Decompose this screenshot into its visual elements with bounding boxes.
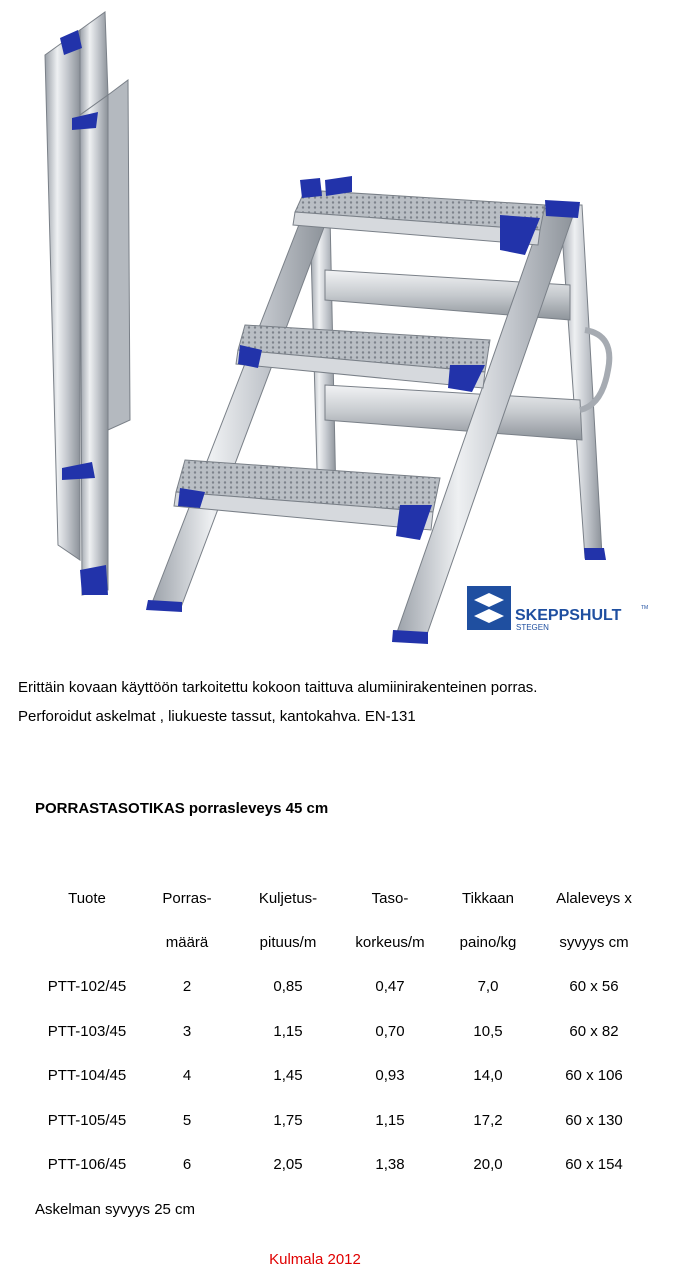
spec-table-body: [28, 876, 644, 1187]
logo-tm-text: TM: [641, 605, 649, 611]
table-cell: määrä: [165, 934, 209, 952]
table-cell: 20,0: [473, 1156, 503, 1174]
section-title: PORRASTASOTIKAS porrasleveys 45 cm: [35, 800, 329, 817]
table-cell: PTT-105/45: [47, 1111, 127, 1129]
table-cell: 60 x 56: [569, 978, 619, 996]
table-cell: 17,2: [473, 1111, 503, 1129]
description-line-1: Erittäin kovaan käyttöön tarkoitettu kokoon taittuva alumiinirakenteinen porras.: [18, 679, 538, 696]
step-ladder: [146, 176, 609, 644]
table-cell: paino/kg: [459, 934, 517, 952]
table-cell: 0,93: [375, 1067, 405, 1085]
table-cell: Alaleveys x: [556, 889, 632, 907]
table-cell: 6: [182, 1156, 192, 1174]
table-cell: 4: [182, 1067, 192, 1085]
table-cell: 60 x 154: [565, 1156, 623, 1174]
table-cell: 3: [182, 1022, 192, 1040]
table-cell: 1,15: [273, 1022, 303, 1040]
table-cell: 14,0: [473, 1067, 503, 1085]
table-row: [28, 1098, 644, 1142]
table-cell: Porras-: [162, 889, 212, 907]
table-cell: PTT-106/45: [47, 1156, 127, 1174]
table-cell: PTT-102/45: [47, 978, 127, 996]
table-cell: PTT-103/45: [47, 1022, 127, 1040]
table-cell: pituus/m: [259, 934, 317, 952]
table-cell: 5: [182, 1111, 192, 1129]
logo-mark-icon: [467, 586, 511, 630]
spec-table: [28, 876, 644, 1187]
table-row: [28, 1054, 644, 1098]
table-cell: 10,5: [473, 1022, 503, 1040]
table-row: [28, 1142, 644, 1186]
table-cell: 1,15: [375, 1111, 405, 1129]
table-cell: 1,45: [273, 1067, 303, 1085]
table-row: [28, 1009, 644, 1053]
table-cell: 0,47: [375, 978, 405, 996]
credit: Kulmala 2012: [269, 1251, 361, 1268]
table-cell: 2,05: [273, 1156, 303, 1174]
table-cell: [28, 920, 146, 964]
table-row: [28, 965, 644, 1009]
table-cell: Tuote: [68, 889, 106, 907]
folded-ladder: [45, 12, 130, 595]
table-cell: 60 x 82: [569, 1022, 619, 1040]
table-cell: 7,0: [477, 978, 499, 996]
table-cell: PTT-104/45: [47, 1067, 127, 1085]
table-header-row: [28, 876, 644, 920]
table-cell: 60 x 130: [565, 1111, 623, 1129]
table-cell: 0,70: [375, 1022, 405, 1040]
logo-sub-text: STEGEN: [516, 623, 549, 632]
table-header-row: [28, 920, 644, 964]
description-line-2: Perforoidut askelmat , liukueste tassut, kantokahva. EN-131: [18, 708, 416, 725]
table-cell: Kuljetus-: [258, 889, 318, 907]
table-cell: 0,85: [273, 978, 303, 996]
table-cell: syvyys cm: [559, 934, 629, 952]
table-cell: 1,38: [375, 1156, 405, 1174]
table-cell: 1,75: [273, 1111, 303, 1129]
table-cell: korkeus/m: [355, 934, 425, 952]
logo-brand-text: SKEPPSHULT: [515, 607, 622, 624]
table-cell: Tikkaan: [462, 889, 514, 907]
skeppshult-logo: [467, 586, 648, 632]
footnote: Askelman syvyys 25 cm: [35, 1201, 196, 1218]
table-cell: Taso-: [371, 889, 409, 907]
table-cell: 2: [182, 978, 192, 996]
table-cell: 60 x 106: [565, 1067, 623, 1085]
